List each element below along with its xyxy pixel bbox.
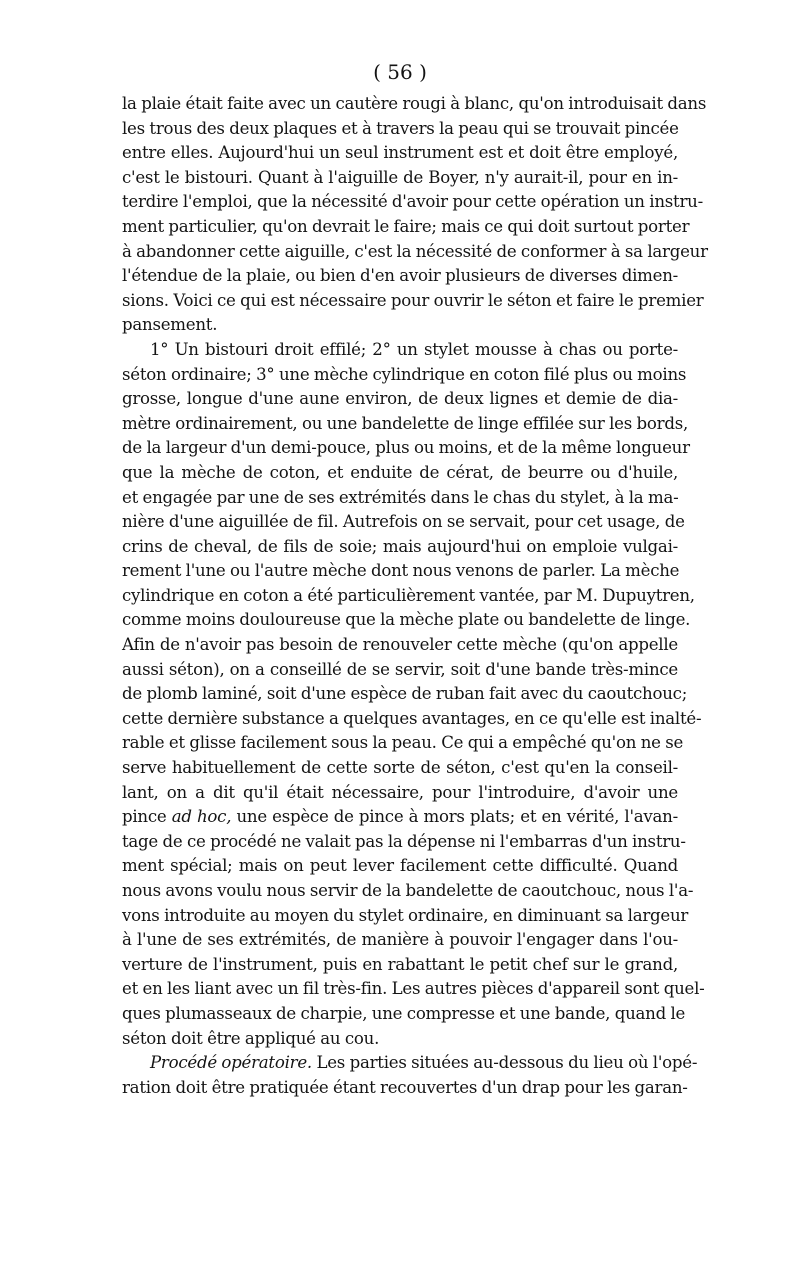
- text-line: rable et glisse facilement sous la peau. Ce qui a empêché qu'on ne se: [122, 733, 684, 753]
- text-line: pansement.: [122, 315, 218, 335]
- text-line: mètre ordinairement, ou une bandelette de linge effilée sur les bords,: [122, 413, 688, 433]
- text-line: séton ordinaire; 3° une mèche cylindrique en coton filé plus ou moins: [122, 364, 687, 384]
- text-line: que la mèche de coton, et enduite de cérat, de beurre ou d'huile,: [122, 462, 678, 482]
- text-line: rement l'une ou l'autre mèche dont nous venons de parler. La mèche: [122, 561, 680, 581]
- text-line: l'étendue de la plaie, ou bien d'en avoir plusieurs de diverses dimen-: [122, 266, 678, 286]
- text-line: à abandonner cette aiguille, c'est la nécessité de conformer à sa largeur: [122, 241, 708, 261]
- text-line: à l'une de ses extrémités, de manière à pouvoir l'engager dans l'ou-: [122, 930, 678, 950]
- text-line: Afin de n'avoir pas besoin de renouveler cette mèche (qu'on appelle: [122, 635, 678, 655]
- text-line: serve habituellement de cette sorte de séton, c'est qu'en la conseil-: [122, 758, 678, 778]
- text-run: une espèce de pince à mors plats; et en vérité, l'avan-: [231, 807, 678, 827]
- text-line: crins de cheval, de fils de soie; mais aujourd'hui on emploie vulgai-: [122, 536, 678, 556]
- text-line: entre elles. Aujourd'hui un seul instrument est et doit être employé,: [122, 143, 678, 163]
- text-line: 1° Un bistouri droit effilé; 2° un stylet mousse à chas ou porte-: [150, 339, 678, 359]
- text-run: pince: [122, 807, 172, 827]
- text-line: la plaie était faite avec un cautère rougi à blanc, qu'on introduisait dans: [122, 94, 707, 113]
- text-line: vons introduite au moyen du stylet ordinaire, en diminuant sa largeur: [122, 905, 689, 925]
- text-line: ment particulier, qu'on devrait le faire; mais ce qui doit surtout porter: [122, 216, 690, 236]
- text-line: et engagée par une de ses extrémités dans le chas du stylet, à la ma-: [122, 487, 679, 507]
- text-line: grosse, longue d'une aune environ, de deux lignes et demie de dia-: [122, 389, 678, 409]
- text-line: nière d'une aiguillée de fil. Autrefois on se servait, pour cet usage, de: [122, 512, 685, 532]
- text-line: ment spécial; mais on peut lever facilement cette difficulté. Quand: [122, 856, 678, 876]
- text-line: aussi séton), on a conseillé de se servir, soit d'une bande très-mince: [122, 659, 678, 679]
- page-number: ( 56 ): [373, 60, 427, 84]
- text-line: ration doit être pratiquée étant recouvertes d'un drap pour les garan-: [122, 1077, 688, 1097]
- text-line: ques plumasseaux de charpie, une compresse et une bande, quand le: [122, 1003, 686, 1023]
- text-line: cette dernière substance a quelques avantages, en ce qu'elle est inalté-: [122, 708, 702, 728]
- italic-phrase: ad hoc,: [171, 807, 232, 827]
- text-line: nous avons voulu nous servir de la bandelette de caoutchouc, nous l'a-: [122, 881, 694, 900]
- text-run: Les parties situées au-dessous du lieu où l'opé-: [311, 1053, 698, 1073]
- text-line: lant, on a dit qu'il était nécessaire, pour l'introduire, d'avoir une: [122, 782, 678, 802]
- section-heading: Procédé opératoire.: [150, 1053, 312, 1073]
- text-line: [122, 1051, 698, 1076]
- text-line: de plomb laminé, soit d'une espèce de ruban fait avec du caoutchouc;: [122, 684, 688, 704]
- body-text: [122, 92, 708, 1100]
- text-line: les trous des deux plaques et à travers la peau qui se trouvait pincée: [122, 118, 679, 138]
- text-line: tage de ce procédé ne valait pas la dépense ni l'embarras d'un instru-: [122, 831, 686, 851]
- text-line: comme moins douloureuse que la mèche plate ou bandelette de linge.: [122, 610, 691, 630]
- text-line: c'est le bistouri. Quant à l'aiguille de Boyer, n'y aurait-il, pour en in-: [122, 167, 678, 187]
- text-line: sions. Voici ce qui est nécessaire pour ouvrir le séton et faire le premier: [122, 290, 704, 310]
- text-line: cylindrique en coton a été particulièrement vantée, par M. Dupuytren,: [122, 585, 695, 605]
- text-line: [122, 805, 678, 830]
- text-line: et en les liant avec un fil très-fin. Les autres pièces d'appareil sont quel-: [122, 979, 705, 999]
- text-line: verture de l'instrument, puis en rabattant le petit chef sur le grand,: [122, 954, 678, 974]
- text-line: terdire l'emploi, que la nécessité d'avoir pour cette opération un instru-: [122, 192, 703, 212]
- text-line: de la largeur d'un demi-pouce, plus ou moins, et de la même longueur: [122, 438, 690, 458]
- text-line: séton doit être appliqué au cou.: [122, 1028, 380, 1048]
